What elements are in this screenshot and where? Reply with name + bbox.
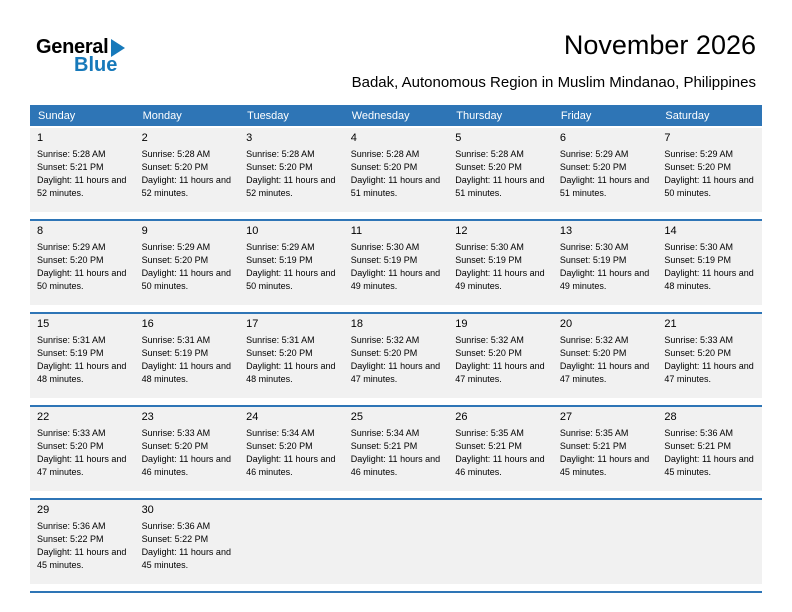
day-cell [135, 314, 240, 398]
empty-day-cell [448, 500, 553, 584]
day-cell [135, 221, 240, 305]
sunset-text: Sunset: 5:22 PM [141, 534, 209, 545]
day-cell [344, 128, 449, 212]
sunrise-text: Sunrise: 5:33 AM [141, 428, 211, 438]
daylight-text: Daylight: 11 hours and 47 minutes. [350, 361, 441, 385]
daylight-text: Daylight: 11 hours and 50 minutes. [664, 175, 754, 199]
daylight-text: Daylight: 11 hours and 45 minutes. [664, 454, 754, 478]
day-cell [553, 128, 658, 212]
empty-day-cell [239, 500, 344, 584]
empty-day-cell [553, 500, 658, 584]
sunrise-text: Sunrise: 5:30 AM [559, 242, 629, 252]
day-number: 27 [559, 411, 573, 423]
sunset-text: Sunset: 5:20 PM [141, 441, 209, 452]
day-cell [30, 314, 135, 398]
day-cell [30, 221, 135, 305]
day-number: 24 [246, 411, 259, 423]
day-number: 21 [664, 318, 677, 330]
calendar-weeks [30, 128, 762, 584]
sunrise-text: Sunrise: 5:32 AM [455, 335, 524, 345]
sunset-text: Sunset: 5:21 PM [37, 162, 104, 173]
day-number: 15 [37, 318, 50, 330]
daylight-text: Daylight: 11 hours and 51 minutes. [559, 175, 650, 199]
sunrise-text: Sunrise: 5:29 AM [664, 149, 733, 159]
sunset-text: Sunset: 5:19 PM [37, 348, 104, 359]
sunrise-text: Sunrise: 5:29 AM [559, 149, 629, 159]
daylight-text: Daylight: 11 hours and 48 minutes. [246, 361, 336, 385]
sunrise-text: Sunrise: 5:28 AM [141, 149, 211, 159]
day-cell [553, 407, 658, 491]
day-cell [448, 221, 553, 305]
day-number: 30 [141, 504, 154, 516]
day-number: 23 [141, 411, 154, 423]
day-cell [239, 128, 344, 212]
sunrise-text: Sunrise: 5:30 AM [664, 242, 733, 252]
daylight-text: Daylight: 11 hours and 50 minutes. [141, 268, 231, 292]
sunset-text: Sunset: 5:20 PM [141, 255, 209, 266]
day-number: 8 [37, 225, 44, 237]
sunrise-text: Sunrise: 5:31 AM [141, 335, 211, 345]
day-number: 18 [350, 318, 363, 330]
day-cell [135, 128, 240, 212]
day-cell [239, 221, 344, 305]
sunrise-text: Sunrise: 5:31 AM [37, 335, 106, 345]
day-cell [553, 221, 658, 305]
day-number: 26 [455, 411, 468, 423]
day-number: 14 [664, 225, 677, 237]
sunrise-text: Sunrise: 5:29 AM [37, 242, 106, 252]
day-number: 20 [559, 318, 573, 330]
daylight-text: Daylight: 11 hours and 46 minutes. [246, 454, 336, 478]
calendar-week-row [30, 312, 762, 398]
daylight-text: Daylight: 11 hours and 47 minutes. [664, 361, 754, 385]
sunset-text: Sunset: 5:20 PM [37, 441, 104, 452]
sunset-text: Sunset: 5:20 PM [37, 255, 104, 266]
sunrise-text: Sunrise: 5:35 AM [455, 428, 524, 438]
sunset-text: Sunset: 5:21 PM [455, 441, 522, 452]
sunrise-text: Sunrise: 5:33 AM [664, 335, 733, 345]
day-cell [239, 314, 344, 398]
sunset-text: Sunset: 5:20 PM [350, 162, 418, 173]
logo-text-blue: Blue [74, 54, 118, 76]
day-cell [30, 128, 135, 212]
daylight-text: Daylight: 11 hours and 50 minutes. [246, 268, 336, 292]
day-cell [448, 314, 553, 398]
weekday-header-monday: Monday [142, 109, 182, 122]
daylight-text: Daylight: 11 hours and 49 minutes. [350, 268, 441, 292]
daylight-text: Daylight: 11 hours and 47 minutes. [559, 361, 650, 385]
day-number: 11 [350, 225, 363, 237]
day-cell [30, 500, 135, 584]
sunrise-text: Sunrise: 5:28 AM [455, 149, 524, 159]
weekday-header-tuesday: Tuesday [247, 109, 289, 122]
day-number: 3 [246, 132, 253, 144]
page-header [0, 0, 792, 105]
weekday-header-sunday: Sunday [38, 109, 76, 122]
daylight-text: Daylight: 11 hours and 46 minutes. [350, 454, 441, 478]
day-number: 7 [664, 132, 671, 144]
day-cell [239, 407, 344, 491]
weekday-header-thursday: Thursday [456, 109, 503, 122]
day-cell [30, 407, 135, 491]
sunset-text: Sunset: 5:20 PM [664, 348, 731, 359]
day-number: 16 [141, 318, 154, 330]
day-cell [657, 407, 762, 491]
sunset-text: Sunset: 5:21 PM [559, 441, 627, 452]
day-number: 19 [455, 318, 468, 330]
day-cell [135, 500, 240, 584]
day-cell [448, 407, 553, 491]
sunset-text: Sunset: 5:19 PM [559, 255, 627, 266]
daylight-text: Daylight: 11 hours and 48 minutes. [37, 361, 127, 385]
daylight-text: Daylight: 11 hours and 52 minutes. [141, 175, 231, 199]
daylight-text: Daylight: 11 hours and 52 minutes. [246, 175, 336, 199]
calendar-week-row [30, 405, 762, 491]
day-number: 12 [455, 225, 468, 237]
sunrise-text: Sunrise: 5:29 AM [141, 242, 211, 252]
day-number: 5 [455, 132, 462, 144]
day-cell [657, 128, 762, 212]
daylight-text: Daylight: 11 hours and 49 minutes. [455, 268, 545, 292]
daylight-text: Daylight: 11 hours and 51 minutes. [350, 175, 441, 199]
sunset-text: Sunset: 5:20 PM [559, 348, 627, 359]
day-number: 29 [37, 504, 50, 516]
day-number: 4 [350, 132, 357, 144]
empty-day-cell [657, 500, 762, 584]
sunrise-text: Sunrise: 5:35 AM [559, 428, 629, 438]
sunset-text: Sunset: 5:20 PM [246, 162, 313, 173]
weekday-header-saturday: Saturday [665, 109, 710, 122]
day-cell [344, 314, 449, 398]
page-title: November 2026 [563, 30, 756, 60]
sunset-text: Sunset: 5:21 PM [350, 441, 418, 452]
sunrise-text: Sunrise: 5:28 AM [350, 149, 420, 159]
day-cell [135, 407, 240, 491]
daylight-text: Daylight: 11 hours and 52 minutes. [37, 175, 127, 199]
day-number: 6 [559, 132, 566, 144]
calendar-week-row [30, 128, 762, 212]
day-cell [344, 407, 449, 491]
sunset-text: Sunset: 5:20 PM [141, 162, 209, 173]
daylight-text: Daylight: 11 hours and 48 minutes. [141, 361, 231, 385]
daylight-text: Daylight: 11 hours and 45 minutes. [559, 454, 650, 478]
sunset-text: Sunset: 5:20 PM [455, 162, 522, 173]
sunset-text: Sunset: 5:20 PM [664, 162, 731, 173]
location-subtitle: Badak, Autonomous Region in Muslim Mindanao, Philippines [351, 74, 756, 91]
day-cell [657, 314, 762, 398]
sunset-text: Sunset: 5:20 PM [246, 441, 313, 452]
weekday-header-row [30, 105, 762, 126]
sunset-text: Sunset: 5:19 PM [455, 255, 522, 266]
day-number: 25 [350, 411, 363, 423]
day-cell [657, 221, 762, 305]
sunrise-text: Sunrise: 5:34 AM [350, 428, 420, 438]
logo-text-general: General [36, 36, 109, 58]
calendar [30, 105, 762, 593]
sunset-text: Sunset: 5:20 PM [455, 348, 522, 359]
daylight-text: Daylight: 11 hours and 46 minutes. [141, 454, 231, 478]
daylight-text: Daylight: 11 hours and 50 minutes. [37, 268, 127, 292]
daylight-text: Daylight: 11 hours and 46 minutes. [455, 454, 545, 478]
calendar-week-row [30, 219, 762, 305]
sunset-text: Sunset: 5:20 PM [559, 162, 627, 173]
daylight-text: Daylight: 11 hours and 45 minutes. [37, 547, 127, 571]
empty-day-cell [344, 500, 449, 584]
daylight-text: Daylight: 11 hours and 51 minutes. [455, 175, 545, 199]
day-cell [553, 314, 658, 398]
sunset-text: Sunset: 5:21 PM [664, 441, 731, 452]
sunset-text: Sunset: 5:19 PM [246, 255, 313, 266]
calendar-week-row [30, 498, 762, 584]
sunrise-text: Sunrise: 5:33 AM [37, 428, 106, 438]
day-cell [344, 221, 449, 305]
sunrise-text: Sunrise: 5:28 AM [37, 149, 106, 159]
daylight-text: Daylight: 11 hours and 45 minutes. [141, 547, 231, 571]
sunset-text: Sunset: 5:22 PM [37, 534, 104, 545]
sunrise-text: Sunrise: 5:32 AM [350, 335, 420, 345]
daylight-text: Daylight: 11 hours and 47 minutes. [37, 454, 127, 478]
sunset-text: Sunset: 5:19 PM [350, 255, 418, 266]
day-number: 13 [559, 225, 573, 237]
day-number: 2 [141, 132, 148, 144]
sunrise-text: Sunrise: 5:31 AM [246, 335, 315, 345]
sunrise-text: Sunrise: 5:30 AM [350, 242, 420, 252]
sunset-text: Sunset: 5:20 PM [246, 348, 313, 359]
sunrise-text: Sunrise: 5:30 AM [455, 242, 524, 252]
sunset-text: Sunset: 5:20 PM [350, 348, 418, 359]
day-number: 22 [37, 411, 50, 423]
day-number: 10 [246, 225, 259, 237]
sunrise-text: Sunrise: 5:32 AM [559, 335, 629, 345]
sunrise-text: Sunrise: 5:29 AM [246, 242, 315, 252]
day-number: 28 [664, 411, 677, 423]
sunrise-text: Sunrise: 5:36 AM [141, 521, 211, 531]
weekday-header-wednesday: Wednesday [351, 109, 410, 122]
sunrise-text: Sunrise: 5:28 AM [246, 149, 315, 159]
sunrise-text: Sunrise: 5:34 AM [246, 428, 315, 438]
daylight-text: Daylight: 11 hours and 48 minutes. [664, 268, 754, 292]
daylight-text: Daylight: 11 hours and 47 minutes. [455, 361, 545, 385]
sunset-text: Sunset: 5:19 PM [141, 348, 209, 359]
daylight-text: Daylight: 11 hours and 49 minutes. [559, 268, 650, 292]
sunset-text: Sunset: 5:19 PM [664, 255, 731, 266]
calendar-bottom-border [30, 591, 762, 593]
general-blue-logo [36, 36, 125, 77]
day-cell [448, 128, 553, 212]
day-number: 1 [37, 132, 44, 144]
sunrise-text: Sunrise: 5:36 AM [664, 428, 733, 438]
day-number: 9 [141, 225, 148, 237]
sunrise-text: Sunrise: 5:36 AM [37, 521, 106, 531]
day-number: 17 [246, 318, 259, 330]
weekday-header-friday: Friday [560, 109, 592, 122]
